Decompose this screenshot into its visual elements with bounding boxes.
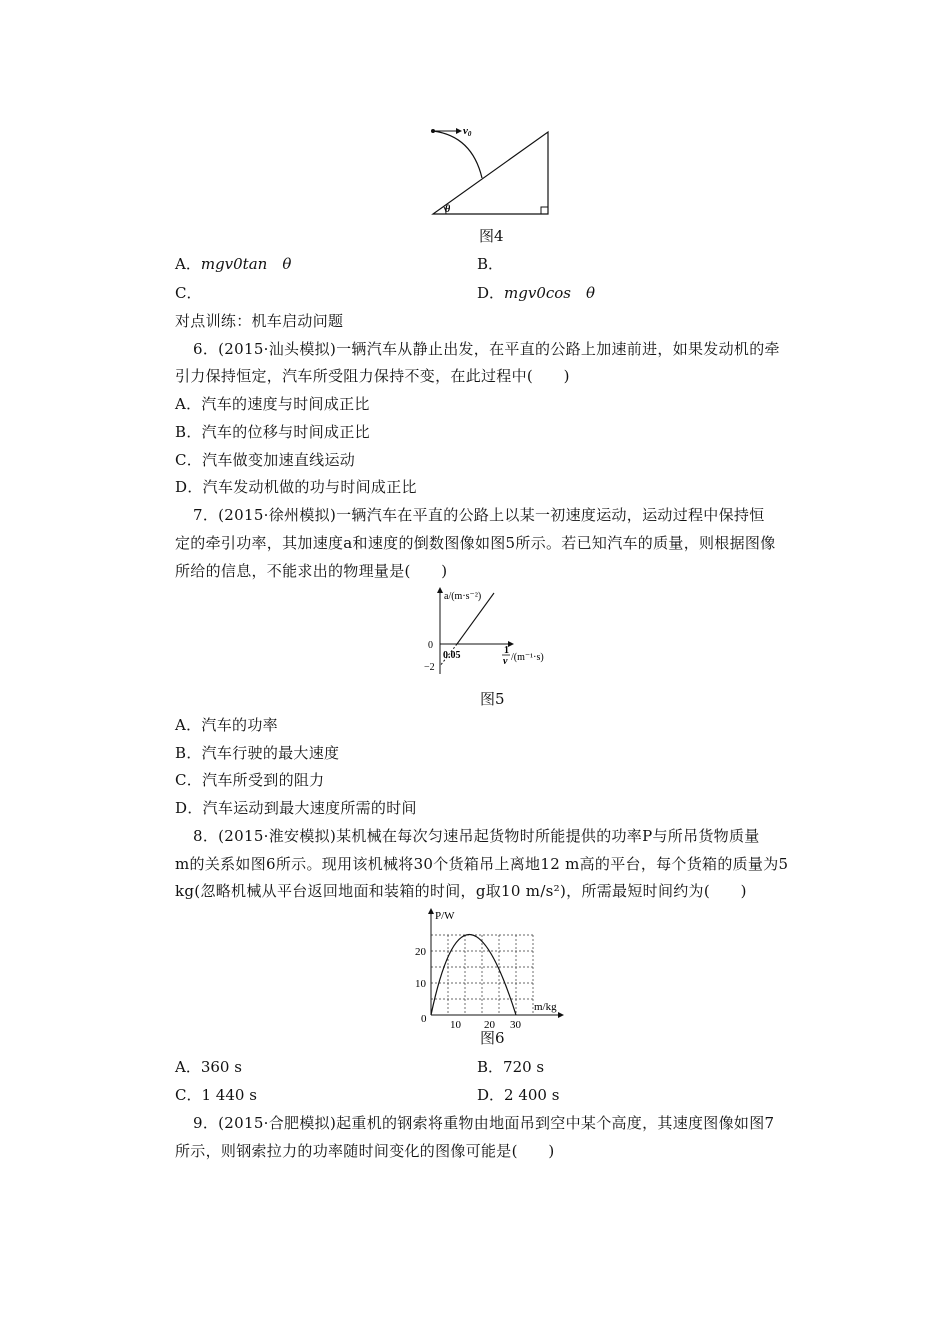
- q9-stem-line-2: 所示，则钢索拉力的功率随时间变化的图像可能是( ): [175, 1142, 555, 1160]
- q6-option-d: D．汽车发动机做的功与时间成正比: [175, 478, 417, 496]
- q5-option-a: [175, 253, 291, 274]
- q5-option-c: [175, 282, 201, 303]
- y-axis-arrow: [428, 908, 434, 914]
- right-angle-mark: [541, 207, 548, 214]
- q5-option-d: [477, 282, 595, 303]
- option-text: mgv0cos θ: [504, 284, 596, 302]
- theta-label: θ: [445, 204, 451, 215]
- q8-option-a: [175, 1056, 242, 1077]
- x-axis-label-unit: /(m⁻¹·s): [511, 652, 544, 663]
- q8-stem-line-1: 8．(2015·淮安模拟)某机械在每次匀速吊起货物时所能提供的功率P与所吊货物质量: [193, 827, 760, 845]
- x-tick-label: 0.05: [443, 650, 461, 661]
- origin-label: 0: [421, 1013, 427, 1025]
- option-letter: D．: [477, 1086, 505, 1104]
- q8-stem-line-2: m的关系如图6所示。现用该机械将30个货箱吊上离地12 m高的平台，每个货箱的质量为5: [175, 855, 789, 873]
- x-axis-label: m/kg: [534, 1001, 557, 1013]
- q6-option-b: B．汽车的位移与时间成正比: [175, 423, 370, 441]
- figure-5-graph: [412, 586, 542, 678]
- figure-6-graph: [410, 906, 570, 1031]
- q6-stem-line-2: 引力保持恒定，汽车所受阻力保持不变，在此过程中( ): [175, 367, 570, 385]
- trajectory-curve: [433, 131, 482, 178]
- y-axis-label: P/W: [435, 910, 455, 922]
- q6-option-a: A．汽车的速度与时间成正比: [175, 395, 370, 413]
- option-letter: B．: [477, 1058, 504, 1076]
- q7-stem-line-1: 7．(2015·徐州模拟)一辆汽车在平直的公路上以某一初速度运动，运动过程中保持恒: [193, 506, 765, 524]
- option-letter: B．: [477, 255, 504, 273]
- figure-5-caption: 图5: [480, 690, 505, 708]
- incline-triangle: [433, 132, 548, 214]
- y-tick-label: 10: [415, 978, 426, 990]
- option-letter: A．: [175, 255, 201, 273]
- q6-stem-line-1: 6．(2015·汕头模拟)一辆汽车从静止出发，在平直的公路上加速前进，如果发动机的牵: [193, 340, 780, 358]
- x-axis-label-denominator: v: [503, 656, 508, 667]
- q6-option-c: C．汽车做变加速直线运动: [175, 451, 356, 469]
- option-text: 1 440 s: [201, 1086, 257, 1104]
- q7-stem-line-3: 所给的信息，不能求出的物理量是( ): [175, 562, 448, 580]
- origin-label: 0: [428, 640, 433, 651]
- q8-option-b: [477, 1056, 544, 1077]
- q8-option-c: [175, 1084, 257, 1105]
- y-axis-arrow: [437, 587, 443, 593]
- option-text: 360 s: [200, 1058, 242, 1076]
- q7-option-a: A．汽车的功率: [175, 716, 278, 734]
- q7-stem-line-2: 定的牵引功率，其加速度a和速度的倒数图像如图5所示。若已知汽车的质量，则根据图像: [175, 534, 776, 552]
- y-tick-label: −2: [424, 662, 435, 673]
- q9-stem-line-1: 9．(2015·合肥模拟)起重机的钢索将重物由地面吊到空中某个高度，其速度图像如图7: [193, 1114, 775, 1132]
- q7-option-c: C．汽车所受到的阻力: [175, 771, 325, 789]
- section-title: 对点训练：机车启动问题: [175, 312, 344, 330]
- option-text: 2 400 s: [504, 1086, 560, 1104]
- option-letter: C．: [175, 1086, 202, 1104]
- velocity-arrowhead: [456, 128, 462, 134]
- option-text: 720 s: [503, 1058, 545, 1076]
- q7-option-d: D．汽车运动到最大速度所需的时间: [175, 799, 417, 817]
- grid: [431, 935, 533, 1015]
- power-curve: [431, 935, 516, 1016]
- q8-option-d: [477, 1084, 559, 1105]
- x-tick-label: 30: [510, 1019, 521, 1031]
- option-letter: A．: [175, 1058, 201, 1076]
- x-axis-arrow: [558, 1012, 564, 1018]
- y-tick-label: 20: [415, 946, 426, 958]
- figure-4-caption: 图4: [479, 227, 504, 245]
- option-letter: C．: [175, 284, 202, 302]
- q8-stem-line-3: kg(忽略机械从平台返回地面和装箱的时间，g取10 m/s²)，所需最短时间约为( ): [175, 882, 747, 900]
- x-tick-label: 10: [450, 1019, 461, 1031]
- y-axis-label: a/(m·s⁻²): [444, 591, 482, 602]
- x-axis-label-numerator: 1: [504, 645, 509, 656]
- figure-4-incline-diagram: [420, 118, 560, 218]
- option-letter: D．: [477, 284, 505, 302]
- q5-option-b: [477, 253, 503, 274]
- option-text: mgv0tan θ: [200, 255, 292, 273]
- figure-6-caption: 图6: [480, 1029, 505, 1047]
- q7-option-b: B．汽车行驶的最大速度: [175, 744, 340, 762]
- x-tick-label: 20: [484, 1019, 495, 1031]
- v0-label: v0: [463, 125, 472, 138]
